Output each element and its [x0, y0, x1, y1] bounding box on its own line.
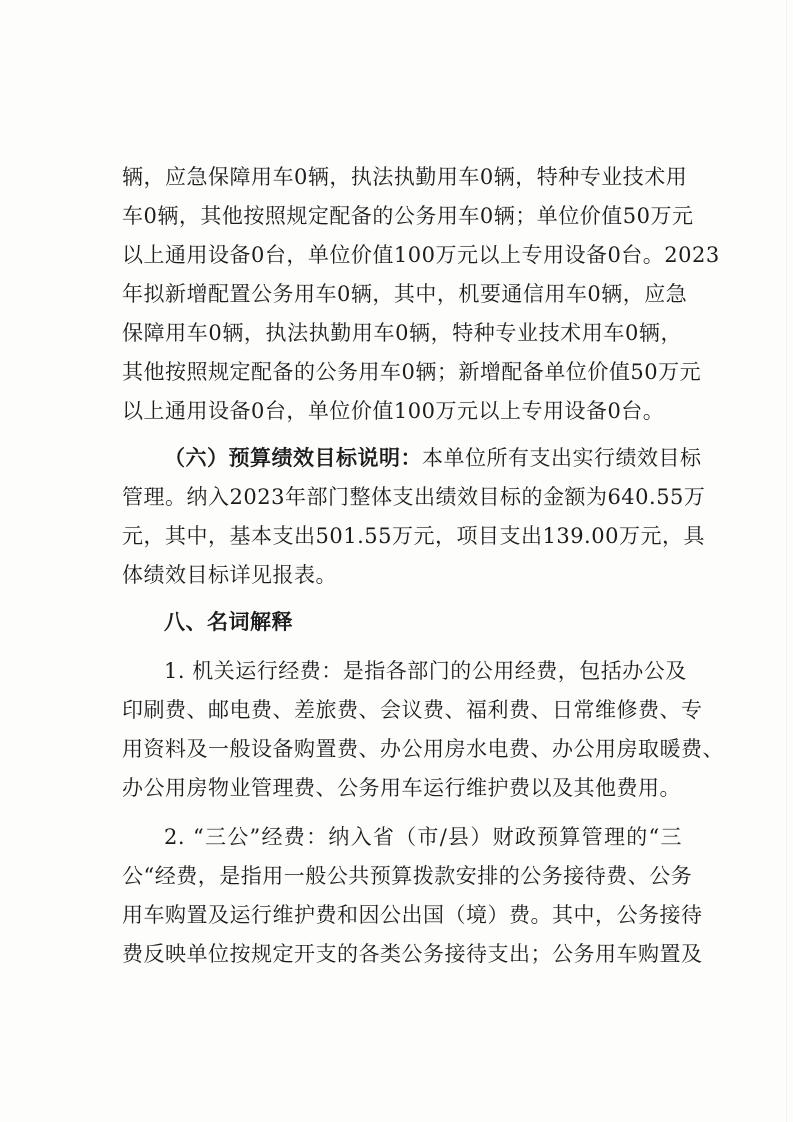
text-line: 公“经费，是指用一般公共预算拨款安排的公务接待费、公务 — [122, 864, 693, 888]
text-line: 用车购置及运行维护费和因公出国（境）费。其中，公务接待 — [122, 903, 703, 927]
performance-goals-label: （六）预算绩效目标说明： — [164, 446, 422, 470]
text-line: 元，其中，基本支出501.55万元，项目支出139.00万元，具 — [122, 524, 705, 548]
document-body — [122, 158, 724, 974]
text-line: 其他按照规定配备的公务用车0辆；新增配备单位价值50万元 — [122, 360, 702, 384]
paragraph-vehicles — [122, 158, 720, 431]
text-line: 管理。纳入2023年部门整体支出绩效目标的金额为640.55万 — [122, 485, 706, 509]
text-line: 体绩效目标详见报表。 — [122, 563, 337, 587]
text-line: 用资料及一般设备购置费、办公用房水电费、办公用房取暖费、 — [122, 737, 724, 761]
text-line: 办公用房物业管理费、公务用车运行维护费以及其他费用。 — [122, 776, 681, 800]
paragraph-definition-three-public — [122, 818, 703, 974]
performance-goals-text: 本单位所有支出实行绩效目标 — [422, 446, 702, 470]
text-line: 1. 机关运行经费：是指各部门的公用经费，包括办公及 — [164, 659, 687, 683]
text-line: 2. “三公”经费：纳入省（市/县）财政预算管理的“三 — [164, 825, 682, 849]
paragraph-performance-goals — [122, 439, 706, 595]
text-line: 以上通用设备0台，单位价值100万元以上专用设备0台。2023 — [122, 243, 720, 267]
text-line: 费反映单位按规定开支的各类公务接待支出；公务用车购置及 — [122, 942, 703, 966]
text-line: 车0辆，其他按照规定配备的公务用车0辆；单位价值50万元 — [122, 204, 694, 228]
text-line: 印刷费、邮电费、差旅费、会议费、福利费、日常维修费、专 — [122, 698, 703, 722]
scan-edge-shadow — [786, 0, 787, 1122]
text-line: 保障用车0辆，执法执勤用车0辆，特种专业技术用车0辆， — [122, 321, 682, 345]
text-line: 以上通用设备0台，单位价值100万元以上专用设备0台。 — [122, 399, 665, 423]
text-line: 年拟新增配置公务用车0辆，其中，机要通信用车0辆，应急 — [122, 282, 688, 306]
text-line: 辆，应急保障用车0辆，执法执勤用车0辆，特种专业技术用 — [122, 165, 688, 189]
paragraph-definition-operating-expenses — [122, 652, 724, 808]
text-line — [122, 439, 702, 478]
section-heading: 八、名词解释 — [164, 610, 293, 634]
